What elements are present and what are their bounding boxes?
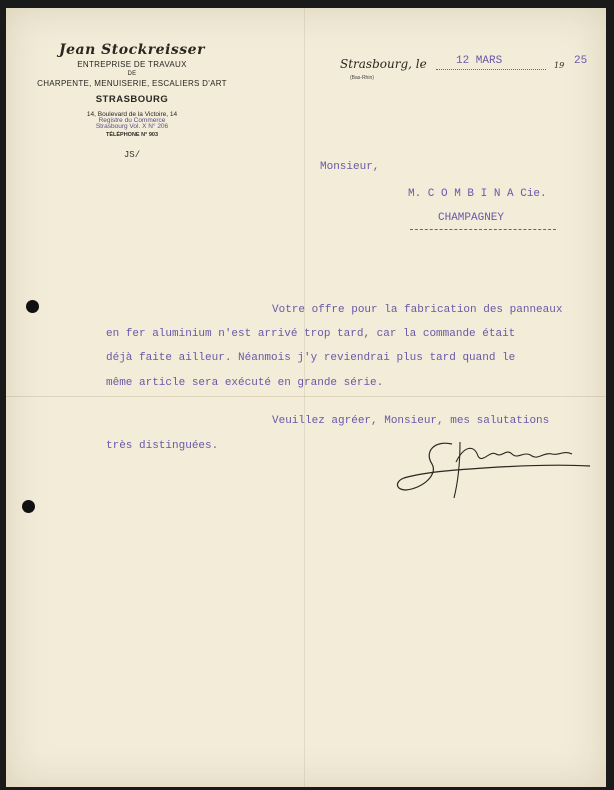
date-place-sub: (Bas-Rhin) [350,75,374,81]
closing-line-1: Veuillez agréer, Monsieur, mes salutations [272,415,550,427]
company-name: Jean Stockreisser [59,42,205,58]
reference-mark: JS/ [123,150,141,160]
date-year-prefix: 19 [554,61,565,70]
company-line1: ENTREPRISE DE TRAVAUX [77,60,187,69]
letterhead [12,42,252,160]
company-address: 14, Boulevard de la Victoire, 14 [86,111,178,118]
punch-hole-top [26,300,39,313]
closing-line-2: très distinguées. [106,440,219,452]
company-phone: TÉLÉPHONE N° 903 [105,132,159,138]
company-city: STRASBOURG [95,94,169,105]
body-line-3: déjà faite ailleur. Néanmois j'y reviendrai plus tard quand le [106,352,516,364]
body-line-2: en fer aluminium n'est arrivé trop tard, car la commande était [106,328,516,340]
recipient-city: CHAMPAGNEY [438,212,505,224]
company-line3: CHARPENTE, MENUISERIE, ESCALIERS D'ART [37,79,227,88]
body-line-4: même article sera exécuté en grande série. [106,377,384,389]
fold-line-vertical [304,8,305,787]
date-place: Strasbourg, le [340,57,427,71]
registry-stamp-2: Strasbourg Vol. X N° 206 [95,123,169,130]
body-line-1: Votre offre pour la fabrication des panneaux [272,304,563,316]
recipient-underline [410,229,556,230]
punch-hole-bottom [22,500,35,513]
salutation: Monsieur, [320,161,380,173]
date-day-month: 12 MARS [456,55,503,67]
recipient-name: M. C O M B I N A Cie. [408,188,547,200]
date-year: 25 [574,55,588,67]
letter-paper [6,8,606,787]
date-underline [436,69,546,70]
signature-icon [394,432,594,504]
registry-stamp: Registre du Commerce [98,117,166,124]
company-line2: DE [127,71,137,77]
fold-line-horizontal [6,396,606,397]
